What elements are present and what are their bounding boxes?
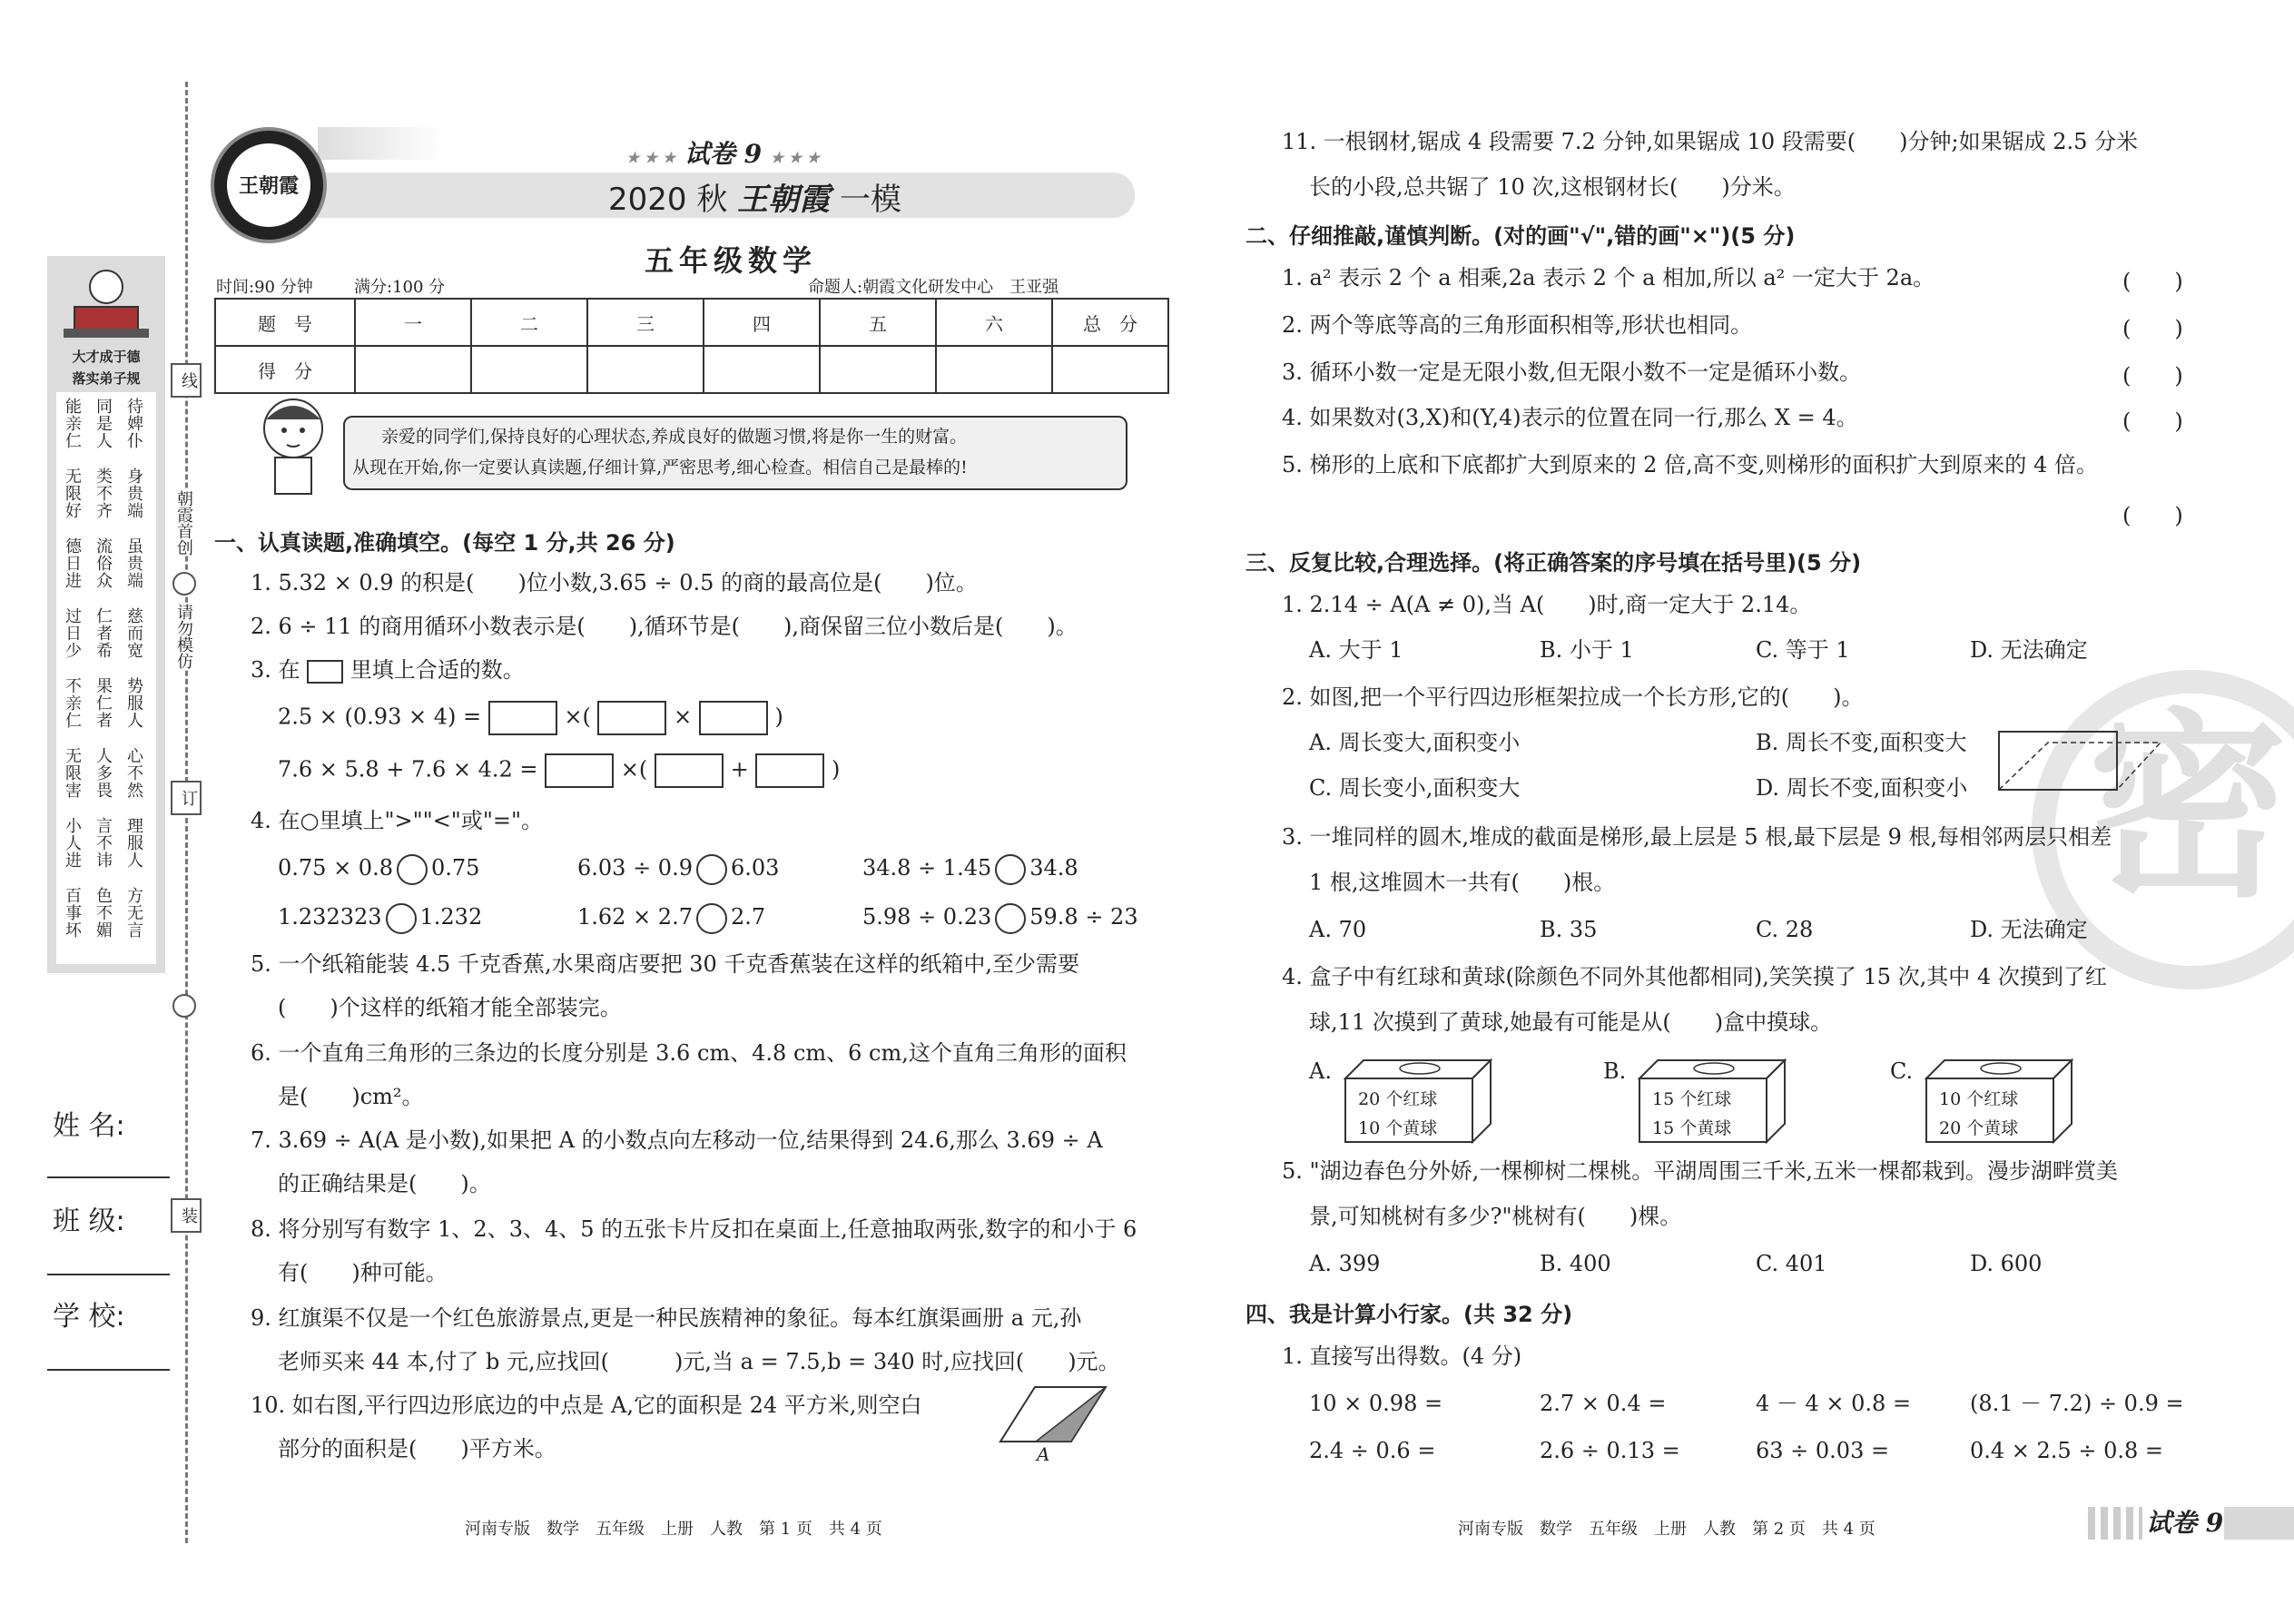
compare-circle-1[interactable] — [397, 854, 428, 885]
parallelogram-label-a: A — [1037, 1443, 1050, 1465]
exam-full-score: 满分:100 分 — [354, 278, 446, 297]
section4-title: 四、我是计算小行家。(共 32 分) — [1245, 1302, 1573, 1327]
compare-circle-2[interactable] — [696, 854, 727, 885]
motto-column: 过日少 — [63, 607, 82, 659]
s1-q4-item-2-left: 6.03 ÷ 0.9 — [577, 855, 693, 881]
s3-q1: 1. 2.14 ÷ A(A ≠ 0),当 A( )时,商一定大于 2.14。 — [1282, 592, 1812, 617]
s1-q8-l2: 有( )种可能。 — [278, 1260, 448, 1285]
exam-time: 时间:90 分钟 — [216, 278, 313, 297]
motto-column: 言不讳 — [94, 817, 113, 869]
score-col-label: 题 号 — [215, 299, 355, 346]
motto-column: 果仁者 — [94, 677, 113, 729]
s3-q4-l1: 4. 盒子中有红球和黄球(除颜色不同外其他都相同),笑笑摸了 15 次,其中 4 次摸到了红 — [1282, 964, 2107, 989]
motto-column: 小人进 — [63, 817, 82, 869]
s1-q6-l1: 6. 一个直角三角形的三条边的长度分别是 3.6 cm、4.8 cm、6 cm,这个直角三角形的面积 — [251, 1040, 1127, 1066]
s1-q1: 1. 5.32 × 0.9 的积是( )位小数,3.65 ÷ 0.5 的商的最高位是( )位。 — [251, 570, 978, 595]
motto-column: 人多畏 — [94, 747, 113, 799]
motto-column: 百事坏 — [63, 887, 82, 939]
s3-q5-opt-a[interactable]: A. 399 — [1309, 1251, 1381, 1276]
logo-badge — [211, 127, 327, 243]
s1-q4-item-6 — [862, 902, 1138, 934]
motto-column: 流俗众 — [94, 537, 113, 589]
s1-q4-item-6-left: 5.98 ÷ 0.23 — [862, 904, 992, 930]
s1-q4-item-6-right: 59.8 ÷ 23 — [1029, 904, 1138, 930]
ribbon-decoration — [318, 127, 445, 160]
s4-calc-1: 10 × 0.98 = — [1309, 1391, 1443, 1416]
motto-column: 无限好 — [63, 468, 82, 519]
score-col-total: 总 分 — [1052, 299, 1168, 346]
s1-q8-l1: 8. 将分别写有数字 1、2、3、4、5 的五张卡片反扣在桌面上,任意抽取两张,数字的和小于 6 — [251, 1216, 1137, 1242]
section1-title: 一、认真读题,准确填空。(每空 1 分,共 26 分) — [214, 530, 675, 556]
s1-q4-item-4-right: 1.232 — [419, 904, 483, 930]
ball-box-b-line-1: 15 个红球 — [1652, 1089, 1732, 1109]
motto-column: 能亲仁 — [63, 398, 82, 449]
s2-item-1: 1. a² 表示 2 个 a 相乘,2a 表示 2 个 a 相加,所以 a² 一定大于 2a。 — [1282, 265, 1935, 290]
class-field[interactable] — [47, 1274, 170, 1275]
s1-q3-e1-a: 2.5 × (0.93 × 4) = — [278, 704, 482, 730]
score-cell-4[interactable] — [704, 346, 820, 393]
ball-box-a[interactable] — [1309, 1055, 1581, 1146]
s3-q3-opt-a[interactable]: A. 70 — [1309, 917, 1367, 942]
strip-label-original: 朝霞首创 — [168, 490, 195, 556]
s1-q3-box-sample — [307, 660, 343, 684]
compare-circle-6[interactable] — [995, 903, 1026, 934]
exam-author: 命题人:朝霞文化研发中心 王亚强 — [808, 278, 1059, 297]
title-suffix: 一模 — [839, 182, 901, 218]
score-col-1: 一 — [355, 299, 471, 346]
score-col-2: 二 — [471, 299, 587, 346]
s3-q3-opt-b[interactable]: B. 35 — [1540, 917, 1598, 942]
s1-q6-l2: 是( )cm²。 — [278, 1084, 424, 1109]
score-cell-5[interactable] — [820, 346, 936, 393]
score-col-6: 六 — [936, 299, 1052, 346]
strip-label-ding: 订 — [171, 781, 202, 815]
s4-calc-5: 2.4 ÷ 0.6 = — [1309, 1438, 1436, 1463]
s3-q5-opt-d[interactable]: D. 600 — [1970, 1251, 2043, 1276]
strip-circle-1 — [172, 572, 196, 595]
s4-calc-7: 63 ÷ 0.03 = — [1756, 1438, 1890, 1463]
s2-item-5: 5. 梯形的上底和下底都扩大到原来的 2 倍,高不变,则梯形的面积扩大到原来的 4 倍。 — [1282, 452, 2098, 477]
greeting-line-1: 亲爱的同学们,保持良好的心理状态,养成良好的做题习惯,将是你一生的财富。 — [381, 427, 968, 447]
section2-title: 二、仔细推敲,谨慎判断。(对的画"√",错的画"×")(5 分) — [1245, 223, 1796, 249]
s4-calc-2: 2.7 × 0.4 = — [1540, 1391, 1667, 1416]
s1-q4-item-3-left: 34.8 ÷ 1.45 — [862, 855, 992, 881]
s2-answer-1[interactable]: ( ) — [2122, 269, 2183, 294]
ball-box-a-label: A. — [1309, 1058, 1332, 1084]
name-field[interactable] — [47, 1176, 170, 1178]
title-year: 2020 秋 — [608, 182, 728, 218]
s3-q5-opt-c[interactable]: C. 401 — [1756, 1251, 1827, 1276]
s3-q2: 2. 如图,把一个平行四边形框架拉成一个长方形,它的( )。 — [1282, 684, 1864, 710]
q11-l1: 11. 一根钢材,锯成 4 段需要 7.2 分钟,如果锯成 10 段需要( )分钟;如果锯成 2.5 分米 — [1282, 129, 2139, 154]
s1-q5-l2: ( )个这样的纸箱才能全部装完。 — [278, 995, 622, 1020]
ball-box-a-line-1: 20 个红球 — [1358, 1089, 1438, 1109]
name-label: 姓 名: — [53, 1110, 125, 1142]
s1-q5-l1: 5. 一个纸箱能装 4.5 千克香蕉,水果商店要把 30 千克香蕉装在这样的纸箱中,至少需要 — [251, 951, 1080, 977]
s1-q3-e1-box1[interactable] — [488, 701, 557, 735]
footer-badge-stripe — [2088, 1507, 2142, 1540]
s2-answer-5[interactable]: ( ) — [2122, 503, 2183, 528]
s3-q1-opt-c[interactable]: C. 等于 1 — [1756, 637, 1850, 663]
frame-rectangle-figure — [1994, 726, 2166, 799]
s4-calc-6: 2.6 ÷ 0.13 = — [1540, 1438, 1680, 1463]
stars-right: ★ ★ ★ — [770, 149, 821, 166]
school-field[interactable] — [47, 1369, 170, 1371]
strip-label-line: 线 — [171, 363, 202, 398]
s1-q7-l2: 的正确结果是( )。 — [278, 1171, 491, 1196]
greeting-line-2: 从现在开始,你一定要认真读题,仔细计算,严密思考,细心检查。相信自己是最棒的! — [352, 458, 968, 477]
s3-q3-l2: 1 根,这堆圆木一共有( )根。 — [1309, 870, 1616, 895]
s4-calc-8: 0.4 × 2.5 ÷ 0.8 = — [1970, 1438, 2163, 1463]
motto-column: 理服人 — [124, 817, 143, 869]
s4-sub1: 1. 直接写出得数。(4 分) — [1282, 1343, 1522, 1369]
score-col-4: 四 — [704, 299, 820, 346]
s3-q1-opt-a[interactable]: A. 大于 1 — [1309, 637, 1403, 663]
ball-box-a-line-2: 10 个黄球 — [1358, 1118, 1438, 1138]
s2-item-2: 2. 两个等底等高的三角形面积相等,形状也相同。 — [1282, 312, 1753, 338]
s1-q4-item-1-right: 0.75 — [430, 855, 480, 881]
stars-left: ★ ★ ★ — [626, 149, 676, 166]
ball-box-b[interactable] — [1603, 1055, 1876, 1146]
strip-label-nocopy: 请勿模仿 — [168, 604, 195, 669]
motto-column: 势服人 — [124, 677, 143, 729]
s1-q4-item-5-right: 2.7 — [730, 904, 766, 930]
s2-answer-4[interactable]: ( ) — [2122, 408, 2183, 434]
s1-q4: 4. 在○里填上">""<"或"="。 — [251, 808, 544, 833]
score-col-5: 五 — [820, 299, 936, 346]
s3-q3-opt-c[interactable]: C. 28 — [1756, 917, 1814, 942]
footer-badge-bar — [2224, 1507, 2294, 1540]
motto-column: 方无言 — [124, 887, 143, 939]
s3-q5-l1: 5. "湖边春色分外娇,一棵柳树二棵桃。平湖周围三千米,五米一棵都栽到。漫步湖畔赏美 — [1282, 1158, 2118, 1184]
motto-column: 类不齐 — [94, 468, 113, 519]
s3-q3-opt-d[interactable]: D. 无法确定 — [1970, 917, 2088, 942]
s1-q4-item-3-right: 34.8 — [1029, 855, 1078, 881]
s1-q2: 2. 6 ÷ 11 的商用循环小数表示是( ),循环节是( ),商保留三位小数后是( )。 — [251, 614, 1078, 639]
score-cell-3[interactable] — [587, 346, 704, 393]
s1-q3-e2-box3[interactable] — [755, 753, 824, 788]
compare-circle-3[interactable] — [995, 854, 1026, 885]
s3-q5-l2: 景,可知桃树有多少?"桃树有( )棵。 — [1309, 1204, 1682, 1229]
s3-q1-opt-b[interactable]: B. 小于 1 — [1540, 637, 1634, 663]
s1-q3 — [251, 655, 525, 684]
score-cell-1[interactable] — [355, 346, 471, 393]
s1-q9-l2: 老师买来 44 本,付了 b 元,应找回( )元,当 a = 7.5,b = 340 时,应找回( )元。 — [278, 1349, 1120, 1374]
s1-q4-item-2 — [577, 853, 779, 885]
s1-q3-e1-box2[interactable] — [597, 701, 666, 735]
motto-column: 不亲仁 — [63, 677, 82, 729]
s3-q2-opt-a[interactable]: A. 周长变大,面积变小 — [1309, 730, 1521, 755]
s1-q3-e2-b: ×( — [620, 756, 648, 782]
s3-q2-opt-b[interactable]: B. 周长不变,面积变大 — [1756, 730, 1967, 755]
score-cell-2[interactable] — [471, 346, 587, 393]
s3-q1-opt-d[interactable]: D. 无法确定 — [1970, 637, 2088, 663]
s1-q3-e2-a: 7.6 × 5.8 + 7.6 × 4.2 = — [278, 756, 538, 782]
score-table — [214, 298, 1169, 394]
ball-box-c[interactable] — [1890, 1055, 2162, 1146]
s1-q10-l1: 10. 如右图,平行四边形底边的中点是 A,它的面积是 24 平方米,则空白 — [251, 1393, 922, 1418]
s1-q3-e2-box1[interactable] — [545, 753, 614, 788]
motto-column: 仁者希 — [94, 607, 113, 659]
main-title — [608, 174, 901, 219]
title-brand: 王朝霞 — [737, 182, 831, 218]
motto-top-1: 大才成于德 — [72, 349, 141, 365]
s1-q3-e1-box3[interactable] — [699, 701, 768, 735]
ball-box-c-label: C. — [1890, 1058, 1914, 1084]
scholar-figure-icon — [47, 261, 165, 348]
s1-q3-e2-d: ) — [831, 756, 841, 782]
motto-column: 待婢仆 — [124, 398, 143, 449]
s1-q3-e1-d: ) — [774, 704, 783, 730]
s1-q3-e1-b: ×( — [564, 704, 591, 730]
s1-q3-expr1 — [278, 701, 783, 735]
s1-q4-item-2-right: 6.03 — [730, 855, 780, 881]
class-label: 班 级: — [53, 1206, 125, 1237]
school-label: 学 校: — [53, 1301, 125, 1333]
subject-title: 五年级数学 — [645, 243, 818, 278]
s1-q4-item-3 — [862, 853, 1078, 885]
strip-label-zhuang: 装 — [171, 1198, 202, 1233]
compare-circle-4[interactable] — [386, 903, 417, 934]
s1-q9-l1: 9. 红旗渠不仅是一个红色旅游景点,更是一种民族精神的象征。每本红旗渠画册 a 元,孙 — [251, 1305, 1082, 1331]
footer-badge: 试卷 9 — [2146, 1508, 2224, 1538]
s1-q4-item-5 — [577, 902, 765, 934]
motto-column: 心不然 — [124, 747, 143, 799]
s3-q4-l2: 球,11 次摸到了黄球,她最有可能是从( )盒中摸球。 — [1309, 1009, 1833, 1035]
logo-inner — [227, 143, 310, 227]
ball-box-b-label: B. — [1603, 1058, 1627, 1084]
s1-q4-item-5-left: 1.62 × 2.7 — [577, 904, 693, 930]
score-row-label: 得 分 — [215, 346, 355, 393]
score-cell-6[interactable] — [936, 346, 1052, 393]
ball-box-c-line-1: 10 个红球 — [1939, 1089, 2019, 1109]
motto-column: 无限害 — [63, 747, 82, 799]
s2-item-3: 3. 循环小数一定是无限小数,但无限小数不一定是循环小数。 — [1282, 359, 1862, 385]
s2-answer-2[interactable]: ( ) — [2122, 316, 2183, 341]
section3-title: 三、反复比较,合理选择。(将正确答案的序号填在括号里)(5 分) — [1245, 550, 1862, 576]
s3-q2-opt-c[interactable]: C. 周长变小,面积变大 — [1309, 775, 1521, 801]
q11-l2: 长的小段,总共锯了 10 次,这根钢材长( )分米。 — [1309, 174, 1796, 200]
s1-q10-l2: 部分的面积是( )平方米。 — [278, 1436, 556, 1462]
footer-right: 河南专版 数学 五年级 上册 人教 第 2 页 共 4 页 — [1458, 1520, 1876, 1539]
motto-columns — [58, 398, 158, 960]
s1-q3-e2-box2[interactable] — [655, 753, 724, 788]
s4-calc-3: 4 － 4 × 0.8 = — [1756, 1391, 1912, 1416]
s1-q3-e2-c: + — [730, 756, 749, 782]
motto-column: 身贵端 — [124, 468, 143, 519]
motto-column: 德日进 — [63, 537, 82, 589]
greeting-box — [343, 416, 1127, 490]
compare-circle-5[interactable] — [696, 903, 727, 934]
s1-q3-suffix: 里填上合适的数。 — [350, 657, 525, 683]
motto-column: 虽贵端 — [124, 537, 143, 589]
s1-q3-expr2 — [278, 753, 840, 788]
s3-q2-opt-d[interactable]: D. 周长不变,面积变小 — [1756, 775, 1968, 801]
parallelogram-figure — [999, 1380, 1108, 1452]
strip-circle-2 — [172, 994, 196, 1018]
s4-calc-4: (8.1 － 7.2) ÷ 0.9 = — [1970, 1391, 2184, 1416]
s1-q4-item-1-left: 0.75 × 0.8 — [278, 855, 393, 881]
motto-column: 同是人 — [94, 398, 113, 449]
score-cell-total[interactable] — [1052, 346, 1168, 393]
score-table-score-row — [215, 346, 1168, 393]
s2-answer-3[interactable]: ( ) — [2122, 363, 2183, 389]
score-table-header-row — [215, 299, 1168, 346]
ball-box-c-line-2: 20 个黄球 — [1939, 1118, 2019, 1138]
boy-mascot-icon — [252, 392, 343, 501]
s1-q4-item-4-left: 1.232323 — [278, 904, 382, 930]
logo-text: 王朝霞 — [238, 174, 299, 198]
score-col-3: 三 — [587, 299, 704, 346]
watermark-char: 密 — [2088, 692, 2289, 924]
motto-top-2: 落实弟子规 — [72, 370, 141, 387]
s1-q7-l1: 7. 3.69 ÷ A(A 是小数),如果把 A 的小数点向左移动一位,结果得到 24.6,那么 3.69 ÷ A — [251, 1127, 1103, 1153]
exam-number: 试卷 9 — [684, 139, 763, 169]
s1-q4-item-1 — [278, 853, 479, 885]
s3-q3-l1: 3. 一堆同样的圆木,堆成的截面是梯形,最上层是 5 根,最下层是 9 根,每相邻两层只相差 — [1282, 824, 2112, 850]
motto-column: 慈而宽 — [124, 607, 143, 659]
s2-item-4: 4. 如果数对(3,X)和(Y,4)表示的位置在同一行,那么 X = 4。 — [1282, 405, 1858, 430]
motto-column: 色不媚 — [94, 887, 113, 939]
exam-number-line — [626, 134, 820, 171]
s1-q3-prefix: 3. 在 — [251, 657, 300, 683]
s1-q3-e1-c: × — [674, 704, 693, 730]
s1-q4-item-4 — [278, 902, 482, 934]
s3-q5-opt-b[interactable]: B. 400 — [1540, 1251, 1611, 1276]
footer-left: 河南专版 数学 五年级 上册 人教 第 1 页 共 4 页 — [465, 1520, 882, 1539]
ball-box-b-line-2: 15 个黄球 — [1652, 1118, 1732, 1138]
